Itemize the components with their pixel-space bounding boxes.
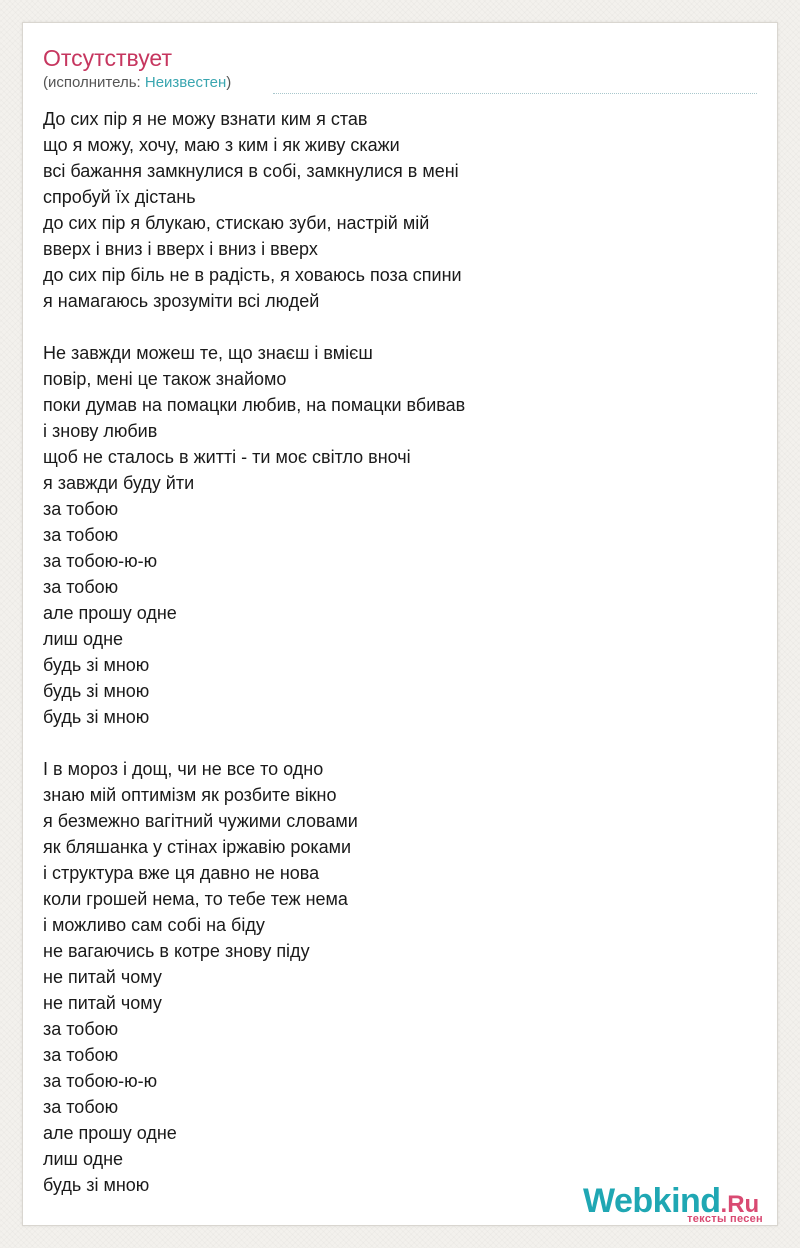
lyrics-line: і знову любив	[43, 421, 158, 441]
header-divider	[273, 93, 757, 94]
lyrics-line: повір, мені це також знайомо	[43, 369, 287, 389]
artist-line	[43, 74, 231, 92]
lyrics-line: я завжди буду йти	[43, 473, 195, 493]
lyrics-line: за тобою	[43, 577, 119, 597]
lyrics-line: за тобою-ю-ю	[43, 1071, 158, 1091]
lyrics-line: за тобою	[43, 525, 119, 545]
site-logo[interactable]	[583, 1181, 783, 1225]
lyrics-line: за тобою	[43, 1019, 119, 1039]
lyrics-line: І в мороз і дощ, чи не все то одно	[43, 759, 324, 779]
lyrics-line: не вагаючись в котре знову піду	[43, 941, 310, 961]
lyrics-line: до сих пір біль не в радість, я ховаюсь поза спини	[43, 265, 462, 285]
lyrics-line: і можливо сам собі на біду	[43, 915, 265, 935]
artist-suffix: )	[226, 74, 232, 91]
lyrics-line: будь зі мною	[43, 707, 150, 727]
artist-link[interactable]: Неизвестен	[144, 74, 227, 91]
logo-subtitle: тексты песен	[687, 1213, 763, 1225]
lyrics-line: вверх і вниз і вверх і вниз і вверх	[43, 239, 318, 259]
lyrics-line: але прошу одне	[43, 1123, 177, 1143]
lyrics-line: не питай чому	[43, 993, 162, 1013]
lyrics-line: До сих пір я не можу взнати ким я став	[43, 109, 368, 129]
lyrics-text	[43, 106, 743, 1224]
lyrics-line: я намагаюсь зрозуміти всі людей	[43, 291, 320, 311]
lyrics-line: спробуй їх дістань	[43, 187, 196, 207]
lyrics-line: за тобою	[43, 1097, 119, 1117]
lyrics-line: і структура вже ця давно не нова	[43, 863, 320, 883]
lyrics-line: як бляшанка у стінах іржавію роками	[43, 837, 352, 857]
artist-prefix: (исполнитель:	[43, 74, 145, 91]
lyrics-line: поки думав на помацки любив, на помацки вбивав	[43, 395, 466, 415]
lyrics-line: знаю мій оптимізм як розбите вікно	[43, 785, 337, 805]
song-title: Отсутствует	[43, 45, 172, 71]
lyrics-line: всі бажання замкнулися в собі, замкнулися в мені	[43, 161, 459, 181]
lyrics-card	[22, 22, 778, 1226]
logo-tld-text: .Ru	[720, 1191, 760, 1218]
lyrics-line: коли грошей нема, то тебе теж нема	[43, 889, 348, 909]
lyrics-line: але прошу одне	[43, 603, 177, 623]
lyrics-line: Не завжди можеш те, що знаєш і вмієш	[43, 343, 373, 363]
lyrics-line: до сих пір я блукаю, стискаю зуби, настрій мій	[43, 213, 430, 233]
lyrics-line: не питай чому	[43, 967, 162, 987]
lyrics-line: лиш одне	[43, 629, 124, 649]
lyrics-line: будь зі мною	[43, 655, 150, 675]
logo-main-text: Webkind	[583, 1182, 721, 1220]
lyrics-line: я безмежно вагітний чужими словами	[43, 811, 358, 831]
lyrics-stanza	[43, 756, 743, 1198]
lyrics-line: щоб не сталось в житті - ти моє світло вночі	[43, 447, 411, 467]
lyrics-line: лиш одне	[43, 1149, 124, 1169]
lyrics-line: будь зі мною	[43, 1175, 150, 1195]
lyrics-line: за тобою	[43, 499, 119, 519]
lyrics-stanza	[43, 106, 743, 314]
lyrics-line: за тобою	[43, 1045, 119, 1065]
lyrics-line: будь зі мною	[43, 681, 150, 701]
lyrics-line: що я можу, хочу, маю з ким і як живу скажи	[43, 135, 400, 155]
lyrics-line: за тобою-ю-ю	[43, 551, 158, 571]
lyrics-stanza	[43, 340, 743, 730]
